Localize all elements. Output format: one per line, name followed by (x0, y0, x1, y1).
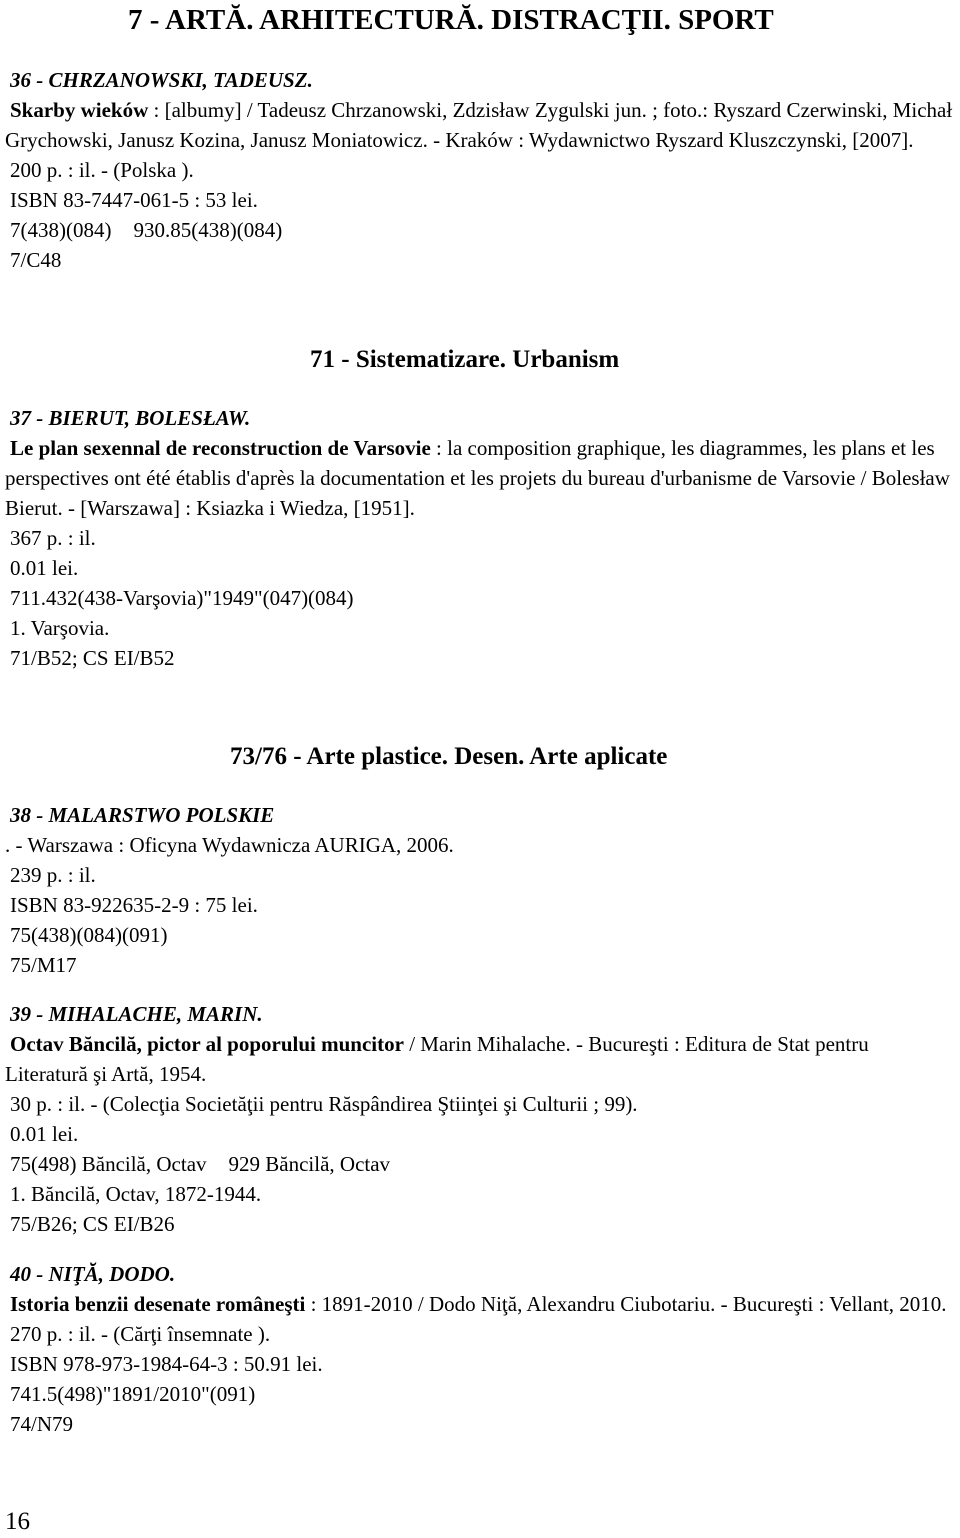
entry-number: 36 - (10, 68, 44, 92)
entry-line: 200 p. : il. - (Polska ). (10, 158, 194, 182)
entry-number: 37 - (10, 406, 44, 430)
entry-imprint: / Marin Mihalache. - Bucureşti : Editura de Stat pentru Literatură şi Artă, 1954. (5, 1032, 869, 1086)
entry-head (5, 65, 953, 95)
entry-38 (5, 800, 953, 980)
entry-line: 711.432(438-Varşovia)"1949"(047)(084) (10, 586, 354, 610)
entry-36 (5, 65, 953, 275)
call-number: 74/N79 (10, 1412, 73, 1436)
entry-description (5, 1029, 953, 1089)
entry-number: 40 - (10, 1262, 44, 1286)
entry-head (5, 1259, 953, 1289)
entry-title: Skarby wieków (10, 98, 149, 122)
entry-line: 75(438)(084)(091) (10, 923, 168, 947)
entry-40 (5, 1259, 953, 1439)
entry-description (5, 433, 953, 523)
entry-line: 239 p. : il. (10, 863, 96, 887)
entry-line: 0.01 lei. (10, 1122, 79, 1146)
classification (5, 215, 953, 245)
entry-imprint: : 1891-2010 / Dodo Niţă, Alexandru Ciubotariu. - Bucureşti : Vellant, 2010. (305, 1292, 947, 1316)
entry-imprint: . - Warszawa : Oficyna Wydawnicza AURIGA, 2006. (5, 833, 454, 857)
entry-head (5, 999, 953, 1029)
entry-author: BIERUT, BOLESŁAW. (48, 406, 251, 430)
entry-number: 38 - (10, 803, 44, 827)
chapter-heading: 7 - ARTĂ. ARHITECTURĂ. DISTRACŢII. SPORT (128, 4, 774, 36)
entry-line: 0.01 lei. (10, 556, 79, 580)
entry-line: 1. Băncilă, Octav, 1872-1944. (10, 1182, 262, 1206)
section-heading-urbanism: 71 - Sistematizare. Urbanism (310, 346, 620, 373)
entry-author: NIŢĂ, DODO. (48, 1262, 176, 1286)
entry-line: ISBN 83-922635-2-9 : 75 lei. (10, 893, 258, 917)
entry-description (5, 830, 953, 860)
entry-line: 30 p. : il. - (Colecţia Societăţii pentru Răspândirea Ştiinţei şi Culturii ; 99). (10, 1092, 638, 1116)
entry-line: ISBN 83-7447-061-5 : 53 lei. (10, 188, 258, 212)
entry-title: Octav Băncilă, pictor al poporului muncitor (10, 1032, 404, 1056)
entry-39 (5, 999, 953, 1239)
entry-head (5, 800, 953, 830)
entry-title: Istoria benzii desenate româneşti (10, 1292, 306, 1316)
call-number: 71/B52; CS EI/B52 (10, 646, 175, 670)
entry-line: 367 p. : il. (10, 526, 96, 550)
entry-37 (5, 403, 953, 673)
entry-imprint: : [albumy] / Tadeusz Chrzanowski, Zdzisław Zygulski jun. ; foto.: Ryszard Czerwinski, Michał Grychowski, Janusz Kozina, Janusz Moniatowicz. - Kraków : Wydawnictwo Ryszard Kluszczynski, [2007]. (5, 98, 953, 152)
entry-author: MIHALACHE, MARIN. (48, 1002, 263, 1026)
entry-author: MALARSTWO POLSKIE (48, 803, 275, 827)
entry-author: CHRZANOWSKI, TADEUSZ. (48, 68, 313, 92)
entry-description (5, 1289, 953, 1319)
entry-line: 270 p. : il. - (Cărţi însemnate ). (10, 1322, 271, 1346)
call-number: 75/M17 (10, 953, 77, 977)
entry-imprint: : la composition graphique, les diagrammes, les plans et les perspectives ont été établis d'après la documentation et les projets du bureau d'urbanisme de Varsovie / Bolesław Bierut. - [Warszawa] : Ksiazka i Wiedza, [1951]. (5, 436, 950, 520)
page-number: 16 (5, 1508, 30, 1535)
call-number: 75/B26; CS EI/B26 (10, 1212, 175, 1236)
call-number: 7/C48 (10, 248, 62, 272)
classification-code: 930.85(438)(084) (133, 218, 283, 242)
entry-number: 39 - (10, 1002, 44, 1026)
entry-head (5, 403, 953, 433)
classification (5, 1149, 953, 1179)
entry-line: 1. Varşovia. (10, 616, 110, 640)
classification-code: 7(438)(084) (10, 218, 112, 242)
classification-code: 75(498) Băncilă, Octav (10, 1152, 207, 1176)
section-heading-arts: 73/76 - Arte plastice. Desen. Arte aplicate (230, 743, 668, 770)
entry-description (5, 95, 953, 155)
entry-line: ISBN 978-973-1984-64-3 : 50.91 lei. (10, 1352, 323, 1376)
classification-code: 929 Băncilă, Octav (228, 1152, 391, 1176)
entry-line: 741.5(498)"1891/2010"(091) (10, 1382, 256, 1406)
entry-title: Le plan sexennal de reconstruction de Varsovie (10, 436, 431, 460)
